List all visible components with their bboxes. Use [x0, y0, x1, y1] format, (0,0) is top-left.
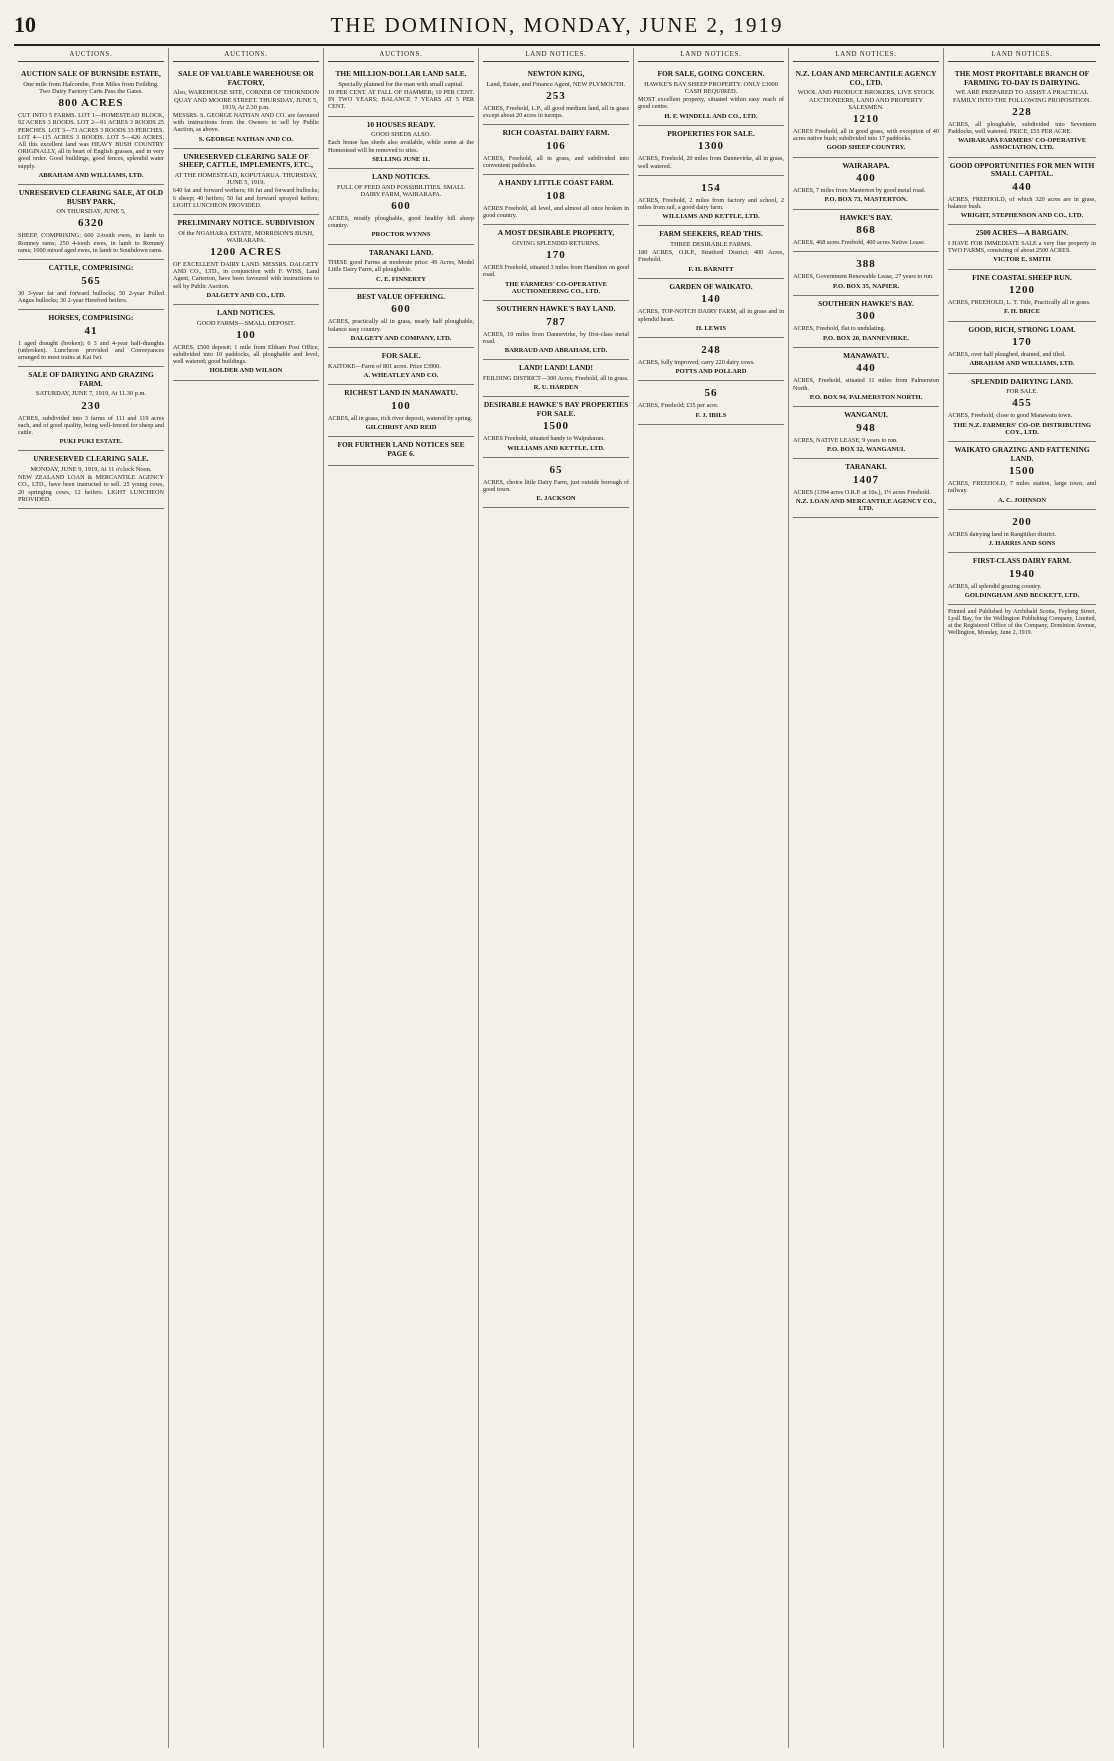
classified-ad — [948, 553, 1096, 605]
ad-acreage: 948 — [856, 421, 876, 434]
ad-title: A HANDY LITTLE COAST FARM. — [498, 178, 614, 188]
ad-signature: N.Z. LOAN AND MERCANTILE AGENCY CO., LTD. — [795, 497, 937, 513]
classified-ad — [18, 185, 164, 260]
ad-acreage: 440 — [1012, 180, 1032, 193]
ad-body: ACRES, subdivided into 3 farms of 111 and 119 acres each, and of good quality, being well-fenced for sheep and cattle. — [18, 414, 164, 437]
classified-ad — [173, 305, 319, 381]
ad-title: 10 HOUSES READY. — [366, 119, 436, 129]
ad-body: ACRES, all in grass, rich river deposit, watered by spring. — [328, 414, 473, 422]
ad-body: ACRES, fully improved; carry 220 dairy cows. — [638, 359, 755, 367]
classified-ad — [328, 169, 474, 245]
ad-title: 2500 ACRES—A BARGAIN. — [975, 228, 1069, 238]
ad-title: SPLENDID DAIRYING LAND. — [971, 376, 1073, 386]
classified-ad — [483, 125, 629, 175]
ad-signature: GOLDINGHAM AND BECKETT, LTD. — [964, 592, 1080, 600]
ad-body: ACRES, Freehold, all in grass, and subdivided into convenient paddocks. — [483, 155, 629, 170]
ad-title: A MOST DESIRABLE PROPERTY, — [497, 228, 615, 238]
classified-ad — [483, 66, 629, 125]
classified-ad — [793, 296, 939, 348]
ad-title: FINE COASTAL SHEEP RUN. — [972, 272, 1072, 282]
ad-body: ACRES Freehold, all in good grass, with exception of 40 acres native bush; subdivided into 17 paddocks. — [793, 128, 939, 143]
ad-signature: WILLIAMS AND KETTLE, LTD. — [507, 444, 605, 452]
ad-subtitle: MONDAY, JUNE 9, 1919, At 11 o'clock Noon. — [30, 466, 152, 474]
ad-title: THE MOST PROFITABLE BRANCH OF FARMING TO-DAY IS DAIRYING. — [954, 69, 1090, 87]
ad-acreage: 248 — [701, 344, 721, 357]
classified-ad — [328, 245, 474, 289]
ad-body: MOST excellent property, situated within easy reach of good centre. — [638, 96, 784, 111]
ad-acreage: 1200 — [1009, 284, 1035, 297]
ad-subtitle: Of the NGAHARA ESTATE, MORRISON'S BUSH, WAIRARAPA. — [178, 229, 314, 244]
classified-ad — [18, 310, 164, 367]
ad-signature: P.O. BOX 94, PALMERSTON NORTH. — [809, 393, 923, 401]
page-number: 10 — [14, 12, 36, 37]
ad-signature: H. F. WINDELL AND CO., LTD. — [664, 112, 758, 120]
ad-body: ACRES, over half ploughed, drained, and tiled. — [948, 351, 1066, 359]
ad-signature: POTTS AND POLLARD — [675, 368, 747, 376]
column-header: AUCTIONS. — [173, 48, 319, 62]
ad-signature: WAIRARAPA FARMERS' CO-OPERATIVE ASSOCIATION, LTD. — [957, 137, 1087, 152]
ad-title: GOOD OPPORTUNITIES FOR MEN WITH SMALL CAPITAL. — [949, 160, 1095, 179]
column-header: LAND NOTICES. — [948, 48, 1096, 62]
classified-ad — [793, 158, 939, 210]
ad-signature: SELLING JUNE 11. — [372, 155, 430, 163]
ad-body: ACRES Freehold, situated 3 miles from Hamilton on good road. — [483, 264, 629, 279]
ad-body: Each house has sheds also available, while some at the Homestead will be removed to sites. — [328, 139, 474, 154]
ad-signature: C. E. FINNERTY — [376, 275, 426, 283]
ad-signature: P.O. BOX 20, DANNEVIRKE. — [822, 334, 910, 342]
ad-acreage: 300 — [856, 310, 876, 323]
ad-signature: WRIGHT, STEPHENSON AND CO., LTD. — [960, 212, 1084, 220]
ad-title: GOOD, RICH, STRONG LOAM. — [968, 324, 1076, 334]
classified-ad — [328, 289, 474, 348]
ad-title: TARANAKI. — [845, 462, 887, 472]
ad-acreage: 440 — [856, 362, 876, 375]
ad-title: LAND NOTICES. — [217, 308, 275, 318]
classified-ad — [948, 322, 1096, 374]
ad-title: WANGANUI. — [844, 410, 888, 420]
column-3 — [324, 48, 479, 1748]
ad-acreage: 868 — [856, 224, 876, 237]
ad-signature: THE N.Z. FARMERS' CO-OP. DISTRIBUTING COY., LTD. — [953, 421, 1091, 436]
ad-signature: P.O. BOX 73, MASTERTON. — [824, 196, 908, 204]
ad-signature: BARRAUD AND ABRAHAM, LTD. — [504, 347, 608, 355]
ad-acreage: 100 — [391, 399, 411, 412]
ad-body: MESSRS. S. GEORGE NATHAN AND CO. are favoured with instructions from the Owners to sell by Public Auction, as above. — [173, 112, 319, 134]
ad-body: ACRES, FREEHOLD, 7 miles station, large town, and railway. — [948, 480, 1096, 495]
ad-acreage: 108 — [546, 190, 566, 202]
ad-acreage: 1300 — [698, 140, 724, 153]
classified-ad — [483, 397, 629, 458]
ad-subtitle: GOOD FARMS—SMALL DEPOSIT. — [196, 319, 296, 327]
column-7 — [944, 48, 1100, 1748]
ad-title: HORSES, COMPRISING: — [48, 313, 134, 323]
ad-body: ACRES, TOP-NOTCH DAIRY FARM, all in grass and in splendid heart. — [638, 308, 784, 323]
ad-subtitle: Also, WAREHOUSE SITE, CORNER OF THORNDON QUAY AND MOORE STREET. THURSDAY, JUNE 5, 1919, At 2.30 p.m. — [173, 89, 319, 111]
ad-signature: P.O. BOX 35, NAPIER. — [832, 282, 900, 290]
ad-subtitle: AT THE HOMESTEAD, KOPUTARUA. THURSDAY, JUNE 5, 1919. — [174, 172, 318, 187]
ad-body: ACRES (1394 acres O.R.P. at 10s.), 1½ acres Freehold. — [793, 488, 931, 496]
classified-ad — [173, 149, 319, 215]
imprint: Printed and Published by Archibald Scotta, Feyberg Street, Lyall Bay, for the Wellington Publishing Company, Limited, at the Registered Office of the Company, Dominion Avenue, Wellington, Monday, June 2, 1919. — [948, 609, 1096, 637]
ad-acreage: 388 — [856, 258, 876, 271]
ad-signature: WILLIAMS AND KETTLE, LTD. — [662, 213, 760, 221]
ad-acreage: 41 — [84, 324, 98, 337]
ad-title: SOUTHERN HAWKE'S BAY LAND. — [496, 304, 616, 314]
ad-signature: DALGETY AND COMPANY, LTD. — [350, 334, 452, 342]
ad-title: FOR SALE, GOING CONCERN. — [657, 69, 765, 79]
ad-body: 640 fat and forward wethers; 66 fat and forward bullocks; 6 sheep; 40 heifers; 50 fat and forward sprayed heifers; LIGHT LUNCHEON PROVIDED. — [173, 187, 319, 209]
ad-acreage: 154 — [701, 181, 721, 194]
ad-body: ACRES, Government Renewable Lease, 27 years to run. — [793, 273, 934, 281]
classified-ad — [18, 367, 164, 451]
ad-body: ACRES, £500 deposit; 1 mile from Eltham Post Office, subdivided into 10 paddocks, all ploughable and level, well watered; good buildings. — [173, 343, 319, 366]
ad-acreage: 455 — [1012, 397, 1032, 410]
ad-acreage: 230 — [81, 399, 101, 412]
ad-signature: ABRAHAM AND WILLIAMS, LTD. — [969, 360, 1075, 368]
classified-ad — [328, 117, 474, 169]
ad-subtitle: THREE DESIRABLE FARMS. — [670, 241, 752, 249]
ad-acreage: 56 — [704, 387, 718, 400]
classified-ad — [638, 226, 784, 278]
column-header: LAND NOTICES. — [793, 48, 939, 62]
ad-acreage: 140 — [701, 293, 721, 306]
ad-title: BEST VALUE OFFERING. — [356, 291, 446, 301]
ad-body: ACRES, Freehold, situated 11 miles from Palmerston North. — [793, 377, 939, 392]
column-5 — [634, 48, 789, 1748]
ad-acreage: 1210 — [853, 113, 879, 125]
ad-body: CUT INTO 5 FARMS. LOT 1—HOMESTEAD BLOCK, 92 ACRES 3 ROODS. LOT 2—91 ACRES 3 ROODS 25 PERCHES. LOT 3—73 ACRES 3 ROODS 33 PERCHES. LOT 4—115 ACRES 3 ROODS. LOT 5—426 ACRES. All this excellent land was HEAVY BUSH COUNTRY ORIGINALLY, all in heart of English grasses, and in very good order. Good buildings, good fences, splendid water supply. — [18, 112, 164, 170]
ad-title: CATTLE, COMPRISING: — [48, 263, 134, 273]
ad-signature: E. JACKSON — [536, 495, 576, 503]
classified-ad — [793, 459, 939, 518]
ad-signature: F. J. IBILS — [695, 411, 727, 419]
ad-acreage: 228 — [1012, 105, 1032, 118]
ad-signature: GOOD SHEEP COUNTRY. — [826, 144, 906, 152]
ad-body: ACRES Freehold, situated handy to Waipukurau. — [483, 435, 605, 443]
ad-subtitle: FOR SALE. — [1006, 388, 1038, 396]
ad-body: ACRES, 10 miles from Dannevirke, by first-class metal road. — [483, 330, 629, 345]
ad-subtitle: GIVING SPLENDID RETURNS. — [512, 240, 600, 247]
ad-title: N.Z. LOAN AND MERCANTILE AGENCY CO., LTD. — [795, 69, 937, 87]
ad-subtitle: HAWKE'S BAY SHEEP PROPERTY. ONLY £3000 CASH REQUIRED. — [644, 80, 778, 95]
ad-acreage: 1407 — [853, 473, 879, 486]
ad-title: UNRESERVED CLEARING SALE. — [33, 454, 149, 464]
ad-title: TARANAKI LAND. — [368, 247, 434, 257]
classified-ad — [483, 225, 629, 301]
classified-ad — [638, 279, 784, 338]
classified-ad — [793, 348, 939, 407]
classified-ad — [483, 175, 629, 225]
ad-acreage: 106 — [546, 140, 566, 152]
ad-body: ACRES, choice little Dairy Farm, just outside borough of good town. — [483, 478, 629, 494]
classified-ad — [948, 66, 1096, 157]
column-header: LAND NOTICES. — [638, 48, 784, 62]
newspaper-title: THE DOMINION, MONDAY, JUNE 2, 1919 — [330, 13, 784, 37]
ad-acreage: 170 — [1012, 336, 1032, 349]
ad-body: ACRES, NATIVE LEASE, 9 years to run. — [793, 436, 898, 444]
ad-body: ACRES, FREEHOLD, of which 320 acres are in grass, balance bush. — [948, 195, 1096, 210]
ad-body: OF EXCELLENT DAIRY LAND. MESSRS. DALGETY AND CO., LTD., in conjunction with F. WISS, Land Agent, Carterton, have been favoured with instructions to sell by Public Auction. — [173, 261, 319, 290]
ad-signature: F. H. BRICE — [1003, 308, 1041, 316]
ad-signature: PUKI PUKI ESTATE. — [59, 438, 123, 446]
classified-ad — [483, 360, 629, 397]
classified-ad — [638, 126, 784, 176]
ad-subtitle: WE ARE PREPARED TO ASSIST A PRACTICAL FAMILY INTO THE FOLLOWING PROPOSITION. — [952, 89, 1092, 104]
column-4 — [479, 48, 634, 1748]
classified-ad — [948, 510, 1096, 553]
ad-subtitle: One mile from Halcombe, Four Miles from Feilding. Two Dairy Factory Carts Pass the Gates. — [23, 80, 159, 95]
classified-ad — [328, 385, 474, 437]
ad-body: 30 3-year fat and forward bullocks; 50 2-year Polled Angus bullocks; 30 2-year Hereford heifers. — [18, 289, 164, 304]
ad-acreage: 565 — [81, 274, 101, 287]
ad-title: UNRESERVED CLEARING SALE OF SHEEP, CATTLE, IMPLEMENTS, ETC., — [179, 151, 313, 170]
ad-title: LAND NOTICES. — [372, 172, 430, 182]
ad-body: ACRES, Freehold; £35 per acre. — [638, 402, 719, 410]
masthead — [14, 12, 1100, 46]
ad-acreage: 1940 — [1009, 567, 1035, 580]
ad-body: 1 aged draught (broken); 6 3 and 4-year half-draughts (unbroken). Luncheon provided and Conveyances arranged to meet trains at Kai Iwi. — [18, 339, 164, 362]
ad-title: DESIRABLE HAWKE'S BAY PROPERTIES FOR SALE. — [483, 400, 629, 418]
ad-title: FARM SEEKERS, READ THIS. — [659, 229, 763, 239]
ad-title: THE MILLION-DOLLAR LAND SALE. — [335, 69, 467, 79]
ad-body: ACRES, Freehold, L.P., all good medium land, all in grass except about 20 acres in turnips. — [483, 105, 629, 120]
ad-signature: S. GEORGE NATHAN AND CO. — [198, 135, 294, 143]
ad-signature: H. LEWIS — [695, 324, 727, 332]
ad-signature: J. HARRIS AND SONS — [988, 540, 1056, 548]
ad-body: ACRES, Freehold, 2 miles from factory and school, 2 miles from rail, a good dairy farm. — [638, 196, 784, 212]
ad-body: ACRES, Freehold, flat to undulating. — [793, 325, 886, 333]
ad-signature: THE FARMERS' CO-OPERATIVE AUCTIONEERING CO., LTD. — [505, 280, 607, 295]
ad-subtitle: Land, Estate, and Finance Agent, NEW PLYMOUTH. — [486, 80, 626, 88]
classified-ad — [638, 338, 784, 381]
ad-title: UNRESERVED CLEARING SALE, AT OLD BUSBY PARK, — [18, 188, 164, 206]
ad-title: SALE OF DAIRYING AND GRAZING FARM. — [28, 370, 154, 388]
ad-acreage: 787 — [546, 315, 566, 328]
ad-title: PROPERTIES FOR SALE. — [667, 128, 755, 138]
ad-body: KAITOKE—Farm of 801 acres. Price £3900. — [328, 362, 441, 370]
ad-acreage: 1500 — [1009, 465, 1035, 478]
classified-ad — [948, 158, 1096, 226]
column-header: AUCTIONS. — [328, 48, 474, 62]
ad-title: RICHEST LAND IN MANAWATU. — [344, 388, 458, 398]
classified-ad — [948, 442, 1096, 510]
ad-subtitle: GOOD SHEDS ALSO. — [371, 131, 431, 139]
ad-subtitle: Specially planned for the man with small capital. — [338, 80, 464, 88]
ad-body: ACRES, practically all in grass, nearly half ploughable, balance easy country. — [328, 318, 474, 333]
classified-ad — [483, 458, 629, 509]
ad-acreage: 800 ACRES — [58, 97, 124, 110]
ad-acreage: 100 — [236, 328, 256, 341]
ad-signature: A. C. JOHNSON — [998, 496, 1046, 504]
ad-signature: A. WHEATLEY AND CO. — [363, 371, 439, 379]
ad-signature: VICTOR E. SMITH — [993, 256, 1051, 264]
classified-ad — [328, 66, 474, 116]
ad-title: PRELIMINARY NOTICE. SUBDIVISION — [177, 218, 315, 228]
ad-title: RICH COASTAL DAIRY FARM. — [502, 128, 610, 138]
ad-body: SHEEP, COMPRISING: 600 2-tooth ewes, in lamb to Romney rams; 250 4-tooth ewes, in lamb to Romney rams; 1000 mixed aged ewes, in lamb to Southdown rams. — [18, 232, 164, 254]
ad-acreage: 6320 — [78, 217, 104, 230]
classified-ad — [18, 451, 164, 509]
ad-title: MANAWATU. — [843, 350, 889, 360]
classified-ad — [328, 348, 474, 385]
classified-ad — [948, 270, 1096, 322]
ad-title: FOR FURTHER LAND NOTICES SEE PAGE 6. — [337, 440, 465, 458]
column-6 — [789, 48, 944, 1748]
classified-ad — [793, 252, 939, 295]
ad-body: FEILDING DISTRICT—300 Acres, Freehold, all in grass. — [483, 374, 629, 382]
ad-acreage: 600 — [391, 303, 411, 316]
column-header: LAND NOTICES. — [483, 48, 629, 62]
ad-title: SALE OF VALUABLE WAREHOUSE OR FACTORY, — [178, 69, 314, 87]
ad-title: LAND! LAND! LAND! — [519, 363, 593, 373]
ad-signature: R. U. HARDEN — [533, 384, 579, 392]
ad-title: FIRST-CLASS DAIRY FARM. — [972, 556, 1072, 566]
column-2 — [169, 48, 324, 1748]
ad-signature: P.O. BOX 32, WANGANUI. — [826, 445, 906, 453]
classified-ad — [173, 66, 319, 149]
classified-ad — [948, 225, 1096, 269]
ad-signature: GILCHRIST AND REID — [365, 423, 437, 431]
classified-ad — [793, 66, 939, 157]
ad-body: ACRES Freehold, all level, and almost all once broken in good country. — [483, 205, 629, 220]
classified-ad — [173, 215, 319, 305]
ad-acreage: 65 — [549, 463, 563, 476]
ad-body: ACRES dairying land in Rangitikei district. — [948, 530, 1057, 538]
ad-body: ACRES, Freehold, close to good Manawatu town. — [948, 412, 1073, 420]
classified-ad — [18, 260, 164, 310]
ad-acreage: 1500 — [543, 420, 569, 433]
ad-subtitle: WOOL AND PRODUCE BROKERS, LIVE STOCK AUCTIONEERS, LAND AND PROPERTY SALESMEN. — [797, 89, 935, 111]
ad-signature: HOLDER AND WILSON — [209, 367, 283, 375]
ad-body: 180 ACRES, O.R.P., Stratford District; 400 Acres, Freehold. — [638, 249, 784, 264]
classified-ad — [328, 437, 474, 466]
ad-body: I HAVE FOR IMMEDIATE SALE a very fine property in TWO FARMS, consisting of about 2500 ACRES. — [948, 240, 1096, 255]
ad-subtitle: ON THURSDAY, JUNE 5, — [56, 208, 126, 216]
columns-container — [14, 48, 1100, 1748]
ad-body: 10 PER CENT. AT FALL OF HAMMER; 10 PER CENT. IN TWO YEARS; BALANCE 7 YEARS AT 5 PER CENT. — [328, 89, 474, 111]
ad-acreage: 1200 ACRES — [210, 246, 282, 259]
ad-acreage: 600 — [391, 200, 411, 213]
ad-body: ACRES, FREEHOLD, L. T. Title, Practically all in grass. — [948, 299, 1091, 307]
classified-ad — [793, 407, 939, 459]
ad-signature: F. H. BARNITT — [688, 265, 734, 273]
ad-title: HAWKE'S BAY. — [839, 212, 893, 222]
classified-ad — [638, 66, 784, 126]
ad-body: ACRES, 468 acres Freehold, 400 acres Native Lease. — [793, 239, 926, 247]
ad-body: ACRES, all splendid grazing country. — [948, 582, 1042, 590]
ad-title: NEWTON KING, — [527, 69, 585, 79]
ad-acreage: 400 — [856, 172, 876, 185]
ad-title: FOR SALE. — [381, 351, 421, 361]
ad-title: GARDEN OF WAIKATO. — [669, 281, 753, 291]
ad-signature: PROCTOR WYNNS — [371, 231, 431, 239]
ad-body: THESE good Farms at moderate price: 49 Acres, Model Little Dairy Farm, all ploughable. — [328, 259, 474, 274]
ad-body: ACRES, mostly ploughable, good healthy hill sheep country. — [328, 215, 474, 230]
ad-title: WAIKATO GRAZING AND FATTENING LAND. — [954, 445, 1090, 463]
column-header: AUCTIONS. — [18, 48, 164, 62]
ad-acreage: 170 — [546, 249, 566, 262]
ad-subtitle: FULL OF FEED AND POSSIBILITIES. SMALL DAIRY FARM, WAIRARAPA. — [337, 183, 465, 198]
ad-title: SOUTHERN HAWKE'S BAY. — [818, 298, 914, 308]
ad-signature: DALGETY AND CO., LTD. — [206, 291, 286, 299]
ad-signature: ABRAHAM AND WILLIAMS, LTD. — [38, 171, 144, 179]
classified-ad — [638, 381, 784, 424]
ad-body: ACRES, Freehold, 20 miles from Dannevirke, all in grass, well watered. — [638, 155, 784, 170]
classified-ad — [793, 210, 939, 253]
ad-body: NEW ZEALAND LOAN & MERCANTILE AGENCY CO., LTD., have been instructed to sell. 25 young cows, 20 springing cows, 12 heifers. LIGHT LUNCHEON PROVIDED. — [18, 474, 164, 503]
ad-body: ACRES, 7 miles from Masterton by good metal road. — [793, 187, 926, 195]
classified-ad — [18, 66, 164, 185]
classified-ad — [483, 301, 629, 360]
ad-subtitle: SATURDAY, JUNE 7, 1919, At 11.30 p.m. — [35, 390, 147, 398]
column-1 — [14, 48, 169, 1748]
ad-body: ACRES, all ploughable, subdivided into Seventeen Paddocks, well watered. PRICE, £55 PER ACRE. — [948, 120, 1096, 135]
classified-ad — [638, 176, 784, 227]
classified-ad — [948, 374, 1096, 442]
ad-title: WAIRARAPA. — [842, 160, 890, 170]
ad-acreage: 253 — [546, 90, 566, 102]
ad-title: AUCTION SALE OF BURNSIDE ESTATE, — [21, 69, 161, 79]
ad-acreage: 200 — [1012, 515, 1032, 528]
